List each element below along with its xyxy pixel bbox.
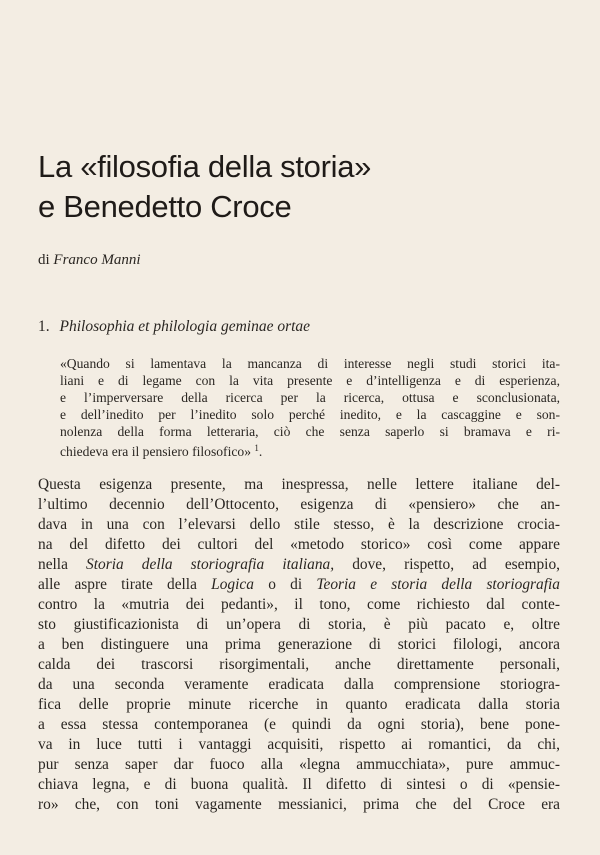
book-title-italic: Logica [211, 576, 254, 593]
quote-line-last [60, 440, 560, 460]
body-line: calda dei trascorsi risorgimentali, anche direttamente personali, [38, 656, 560, 673]
body-line: a essa stessa contemporanea (e quindi da ogni storia), bene pone- [38, 716, 560, 733]
body-line-mixed [38, 555, 560, 575]
section-heading [38, 317, 310, 337]
body-text: nella [38, 556, 68, 573]
section-title: Philosophia et philologia geminae ortae [59, 318, 311, 335]
quote-last-text: chiedeva era il pensiero filosofico» [60, 444, 251, 459]
body-line: pur senza saper dar fuoco alla «legna ammucchiata», pure ammuc- [38, 756, 560, 773]
author-prefix: di [38, 252, 50, 268]
body-line: chiava legna, e di buona qualità. Il difetto di sintesi o di «pensie- [38, 776, 560, 793]
body-line: ro» che, con toni vagamente messianici, prima che del Croce era [38, 796, 560, 813]
block-quote [60, 355, 560, 460]
body-line-mixed [38, 575, 560, 595]
quote-line: e l’imperversare della ricerca per la ricerca, ottusa e sconclusionata, [60, 390, 560, 405]
body-line: va in luce tutti i vantaggi acquisiti, rispetto ai romantici, da chi, [38, 736, 560, 753]
body-text: alle aspre tirate della [38, 576, 197, 593]
body-text: o di [268, 576, 303, 593]
quote-end-punct: . [258, 444, 263, 459]
quote-line: «Quando si lamentava la mancanza di interesse negli studi storici ita- [60, 356, 560, 371]
title-line-1: La «filosofia della storia» [38, 149, 372, 184]
body-line: fica delle proprie minute ricerche in quanto eradicata dalla storia [38, 696, 560, 713]
body-text: dove, rispetto, ad esempio, [352, 556, 560, 573]
author-name: Franco Manni [53, 252, 141, 268]
body-line: sto giustificazionista di un’opera di storia, è più pacato e, oltre [38, 616, 560, 633]
quote-line: nolenza della forma letteraria, ciò che senza saperlo si bramava e ri- [60, 424, 560, 439]
body-line: a ben distinguere una prima generazione di storici filologi, ancora [38, 636, 560, 653]
body-line: da una seconda veramente eradicata dalla comprensione storiogra- [38, 676, 560, 693]
article-title [38, 147, 371, 227]
book-title-italic: Teoria e storia della storiografia [316, 576, 560, 593]
body-line: contro la «mutria dei pedanti», il tono, come richiesto dal conte- [38, 596, 560, 613]
author-line [38, 250, 141, 270]
body-paragraph [38, 475, 560, 815]
body-line: Questa esigenza presente, ma inespressa, nelle lettere italiane del- [38, 476, 560, 493]
title-line-2: e Benedetto Croce [38, 189, 292, 224]
quote-line: e dell’inedito per l’inedito solo perché inedito, e la cascaggine e son- [60, 407, 560, 422]
body-line: dava in una con l’elevarsi dello stile stesso, è la descrizione crocia- [38, 516, 560, 533]
book-title-italic: Storia della storiografia italiana, [86, 556, 335, 573]
footnote-marker: 1 [254, 443, 259, 453]
body-line: l’ultimo decennio dell’Ottocento, esigenza di «pensiero» che an- [38, 496, 560, 513]
quote-line: liani e di legame con la vita presente e d’intelligenza e di esperienza, [60, 373, 560, 388]
body-line: na del difetto dei cultori del «metodo storico» così come appare [38, 536, 560, 553]
section-number: 1. [38, 318, 50, 335]
